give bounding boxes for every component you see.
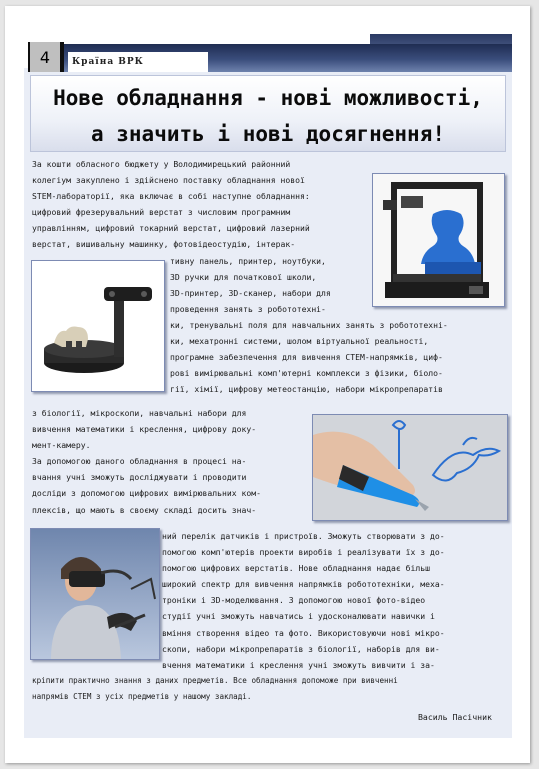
- text-line: плексів, що мають в своєму складі досить знач-: [32, 504, 257, 515]
- text-line: рові вимірювальні комп'ютерні комплекси з фізики, біоло-: [170, 368, 443, 379]
- page-number: 4: [30, 42, 60, 72]
- text-line: кріпити практично знання з даних предметів. Все обладнання допоможе при вивченні: [32, 676, 398, 685]
- text-line: помогою комп'ютерів проекти виробів і реалізувати їх з до-: [162, 547, 445, 558]
- text-line: цифровий фрезерувальний верстат з числовим програмним: [32, 207, 291, 218]
- article-title-line-2: а значить і нові досягнення!: [90, 122, 445, 146]
- paragraph-5: [162, 528, 445, 673]
- 3d-scanner-image: [31, 260, 165, 392]
- text-line: вчення математики і креслення учні зможуть вивчити і за-: [162, 659, 435, 670]
- text-line: За допомогою даного обладнання в процесі на-: [32, 456, 247, 467]
- text-line: вчання учні зможуть досліджувати і проводити: [32, 472, 247, 483]
- text-line: вміння створення відео та фото. Використовуючи нові мікро-: [162, 627, 445, 638]
- text-line: 3D ручки для початкової школи,: [170, 272, 317, 283]
- text-line: ний перелік датчиків і пристроїв. Зможуть створювати з до-: [162, 531, 445, 541]
- text-line: скопи, набори мікропрепаратів з біології, наборів для ви-: [162, 643, 440, 654]
- paragraph-4: [32, 405, 261, 518]
- text-line: помогою цифрових верстатів. Нове обладнання надає більш: [162, 563, 431, 574]
- article-title-line-1: Нове обладнання - нові можливості,: [53, 86, 483, 110]
- text-line: ки, мехатронні системи, шолом віртуальної реальності,: [170, 336, 429, 347]
- text-line: верстат, вишивальну машинку, фотовідеостудію, інтерак-: [32, 239, 296, 250]
- text-line: досліди з допомогою цифрових вимірювальних ком-: [32, 488, 262, 499]
- text-line: управлінням, цифровий токарний верстат, цифровий лазерний: [32, 223, 310, 234]
- text-line: студії учні зможуть навчатись і удосконалювати навички і: [162, 611, 435, 622]
- text-line: вивчення математики і креслення, цифрову доку-: [32, 424, 257, 435]
- paragraph-6: [32, 673, 398, 705]
- text-line: За кошти обласного бюджету у Володимирецький районний: [32, 159, 291, 169]
- paragraph-1: [32, 156, 310, 253]
- paragraph-3: [170, 317, 448, 397]
- text-line: STEM-лабораторії, яка включає в собі наступне обладнання:: [32, 191, 310, 202]
- text-line: тивну панель, принтер, ноутбуки,: [170, 256, 326, 266]
- author-signature: Василь Пасічник: [418, 712, 492, 722]
- text-line: 3D-принтер, 3D-сканер, набори для: [170, 288, 331, 299]
- 3d-pen-image: [312, 414, 508, 521]
- text-line: колегіум закуплено і здійснено поставку обладнання нової: [32, 175, 305, 186]
- section-label: Країна ВРК: [68, 52, 208, 72]
- vr-headset-image: [30, 528, 160, 660]
- text-line: мент-камеру.: [32, 440, 91, 451]
- text-line: з біології, мікроскопи, навчальні набори для: [32, 408, 247, 418]
- text-line: троніки і 3D-моделювання. З допомогою нової фото-відео: [162, 595, 426, 606]
- paragraph-2: [170, 253, 331, 317]
- text-line: гії, хімії, цифрову метеостанцію, набори мікропрепаратів: [170, 384, 443, 395]
- article-title-box: [30, 75, 506, 152]
- text-line: ки, тренувальні поля для навчальних занять з робототехні-: [170, 320, 448, 330]
- text-line: напрямів СТЕМ з усіх предметів у нашому закладі.: [32, 692, 252, 702]
- text-line: програмне забезпечення для вивчення СТЕМ-напрямків, циф-: [170, 352, 443, 363]
- text-line: широкий спектр для вивчення напрямків робототехніки, меха-: [162, 579, 445, 590]
- 3d-printer-image: [372, 173, 505, 307]
- text-line: проведення занять з робототехні-: [170, 304, 326, 315]
